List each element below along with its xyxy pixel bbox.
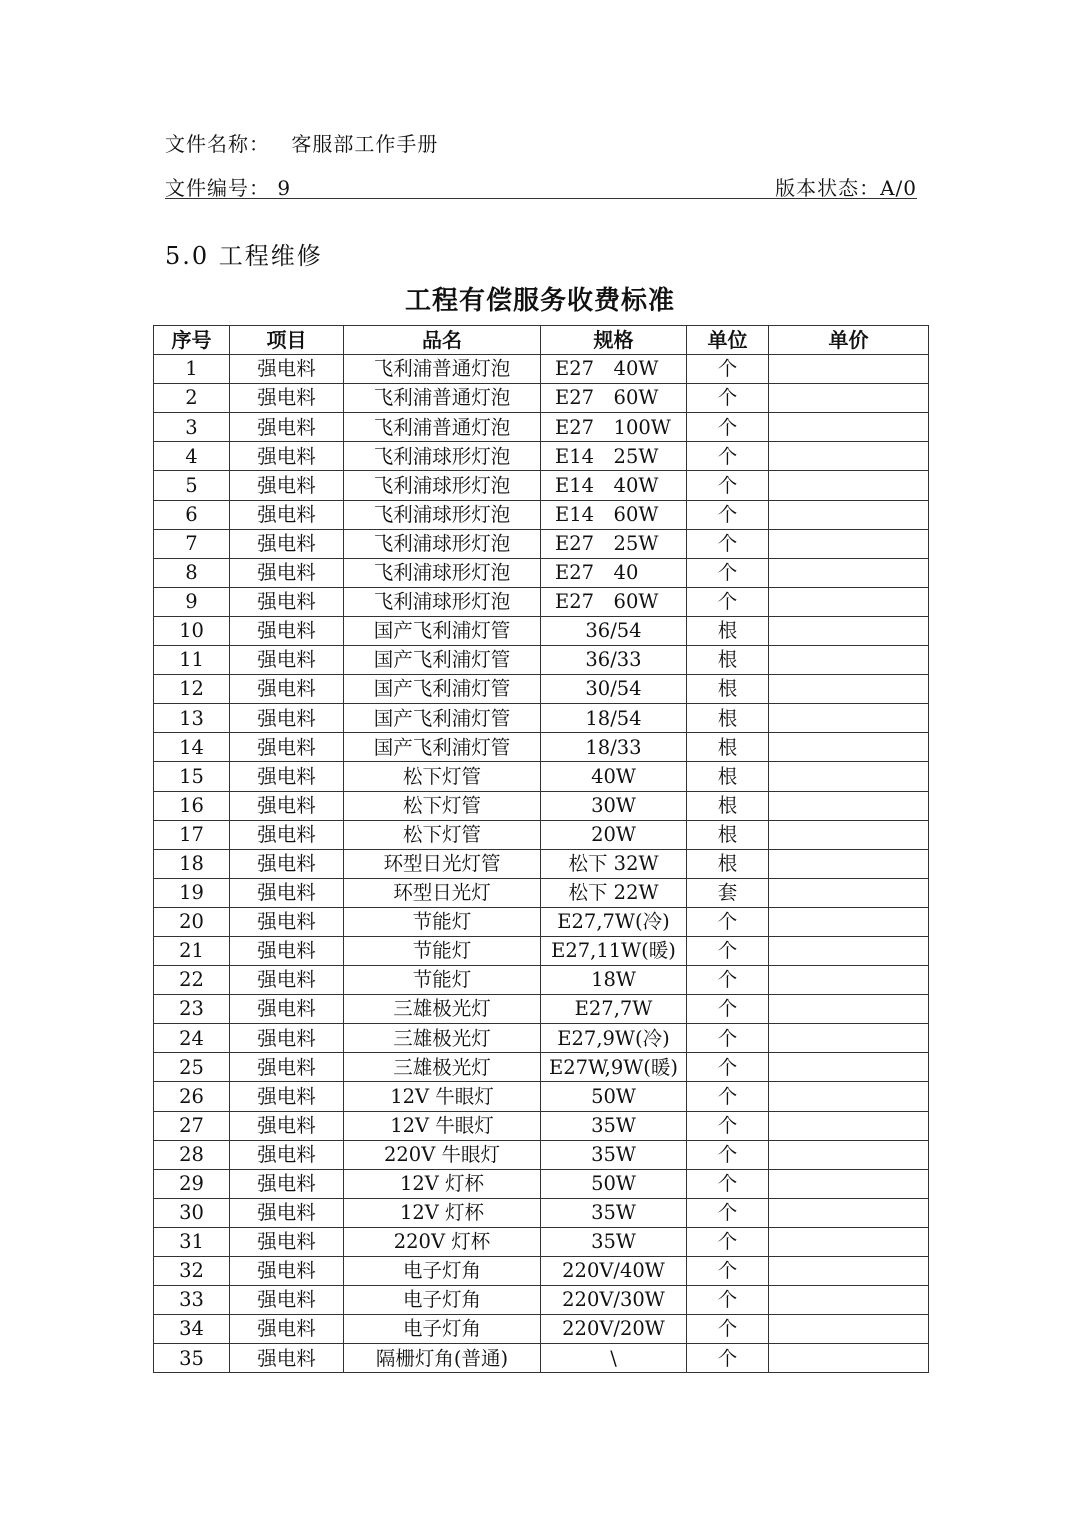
cell-unit: 根 xyxy=(687,849,769,878)
cell-name: 飞利浦普通灯泡 xyxy=(344,384,541,413)
cell-spec: E14 60W xyxy=(541,500,687,529)
cell-name: 环型日光灯管 xyxy=(344,849,541,878)
table-header-row xyxy=(154,326,929,355)
cell-unit: 个 xyxy=(687,355,769,384)
table-row xyxy=(154,355,929,384)
cell-item: 强电料 xyxy=(230,1198,344,1227)
cell-price xyxy=(769,1024,929,1053)
cell-unit: 根 xyxy=(687,616,769,645)
cell-spec: 18/54 xyxy=(541,704,687,733)
table-row xyxy=(154,558,929,587)
cell-price xyxy=(769,1227,929,1256)
cell-price xyxy=(769,413,929,442)
cell-item: 强电料 xyxy=(230,1169,344,1198)
cell-unit: 个 xyxy=(687,413,769,442)
file-name-label: 文件名称： xyxy=(165,132,270,156)
cell-unit: 个 xyxy=(687,529,769,558)
cell-unit: 个 xyxy=(687,587,769,616)
cell-no: 23 xyxy=(154,995,230,1024)
cell-price xyxy=(769,529,929,558)
cell-no: 6 xyxy=(154,500,230,529)
cell-spec: 35W xyxy=(541,1227,687,1256)
cell-unit: 根 xyxy=(687,646,769,675)
cell-item: 强电料 xyxy=(230,966,344,995)
cell-item: 强电料 xyxy=(230,587,344,616)
file-name-value: 客服部工作手册 xyxy=(291,132,439,156)
cell-name: 电子灯角 xyxy=(344,1257,541,1286)
fee-table xyxy=(153,325,929,1373)
cell-spec: 30/54 xyxy=(541,675,687,704)
table-row xyxy=(154,1344,929,1373)
cell-name: 飞利浦球形灯泡 xyxy=(344,500,541,529)
cell-price xyxy=(769,1315,929,1344)
table-row xyxy=(154,733,929,762)
cell-item: 强电料 xyxy=(230,471,344,500)
cell-name: 节能灯 xyxy=(344,907,541,936)
table-row xyxy=(154,704,929,733)
version-status: 版本状态：A/0 xyxy=(775,176,917,200)
cell-price xyxy=(769,936,929,965)
cell-no: 7 xyxy=(154,529,230,558)
cell-price xyxy=(769,704,929,733)
cell-price xyxy=(769,500,929,529)
cell-no: 35 xyxy=(154,1344,230,1373)
cell-spec: E27 60W xyxy=(541,384,687,413)
cell-item: 强电料 xyxy=(230,733,344,762)
table-row xyxy=(154,616,929,645)
cell-item: 强电料 xyxy=(230,820,344,849)
cell-name: 三雄极光灯 xyxy=(344,1024,541,1053)
table-row xyxy=(154,1286,929,1315)
cell-price xyxy=(769,355,929,384)
cell-name: 松下灯管 xyxy=(344,820,541,849)
cell-no: 33 xyxy=(154,1286,230,1315)
cell-name: 国产飞利浦灯管 xyxy=(344,704,541,733)
cell-no: 29 xyxy=(154,1169,230,1198)
cell-name: 国产飞利浦灯管 xyxy=(344,646,541,675)
cell-price xyxy=(769,442,929,471)
cell-price xyxy=(769,675,929,704)
cell-spec: 50W xyxy=(541,1082,687,1111)
table-row xyxy=(154,1169,929,1198)
cell-no: 28 xyxy=(154,1140,230,1169)
cell-unit: 个 xyxy=(687,1344,769,1373)
cell-price xyxy=(769,1053,929,1082)
table-row xyxy=(154,1082,929,1111)
header-unit: 单位 xyxy=(687,326,769,355)
cell-spec: E27 40W xyxy=(541,355,687,384)
cell-no: 22 xyxy=(154,966,230,995)
cell-name: 国产飞利浦灯管 xyxy=(344,616,541,645)
cell-name: 飞利浦球形灯泡 xyxy=(344,529,541,558)
cell-spec: 36/33 xyxy=(541,646,687,675)
cell-spec: 35W xyxy=(541,1140,687,1169)
cell-item: 强电料 xyxy=(230,907,344,936)
header-spec: 规格 xyxy=(541,326,687,355)
cell-item: 强电料 xyxy=(230,849,344,878)
cell-unit: 根 xyxy=(687,733,769,762)
cell-spec: 30W xyxy=(541,791,687,820)
table-row xyxy=(154,1315,929,1344)
cell-unit: 个 xyxy=(687,442,769,471)
cell-no: 34 xyxy=(154,1315,230,1344)
cell-price xyxy=(769,616,929,645)
cell-no: 30 xyxy=(154,1198,230,1227)
header-name: 品名 xyxy=(344,326,541,355)
cell-unit: 根 xyxy=(687,820,769,849)
cell-no: 5 xyxy=(154,471,230,500)
cell-no: 27 xyxy=(154,1111,230,1140)
cell-no: 3 xyxy=(154,413,230,442)
cell-price xyxy=(769,907,929,936)
cell-name: 飞利浦球形灯泡 xyxy=(344,471,541,500)
cell-unit: 个 xyxy=(687,966,769,995)
cell-unit: 个 xyxy=(687,1315,769,1344)
cell-spec: E27 60W xyxy=(541,587,687,616)
cell-price xyxy=(769,1344,929,1373)
cell-item: 强电料 xyxy=(230,529,344,558)
cell-price xyxy=(769,1111,929,1140)
cell-item: 强电料 xyxy=(230,442,344,471)
cell-unit: 个 xyxy=(687,1111,769,1140)
table-row xyxy=(154,762,929,791)
cell-no: 2 xyxy=(154,384,230,413)
cell-name: 隔栅灯角(普通) xyxy=(344,1344,541,1373)
cell-item: 强电料 xyxy=(230,1111,344,1140)
table-row xyxy=(154,442,929,471)
cell-name: 12V 牛眼灯 xyxy=(344,1111,541,1140)
cell-unit: 个 xyxy=(687,907,769,936)
table-row xyxy=(154,966,929,995)
cell-unit: 根 xyxy=(687,675,769,704)
cell-name: 飞利浦球形灯泡 xyxy=(344,558,541,587)
cell-spec: E14 25W xyxy=(541,442,687,471)
cell-spec: 50W xyxy=(541,1169,687,1198)
table-row xyxy=(154,500,929,529)
cell-name: 松下灯管 xyxy=(344,791,541,820)
cell-no: 16 xyxy=(154,791,230,820)
table-row xyxy=(154,1024,929,1053)
table-row xyxy=(154,995,929,1024)
cell-unit: 个 xyxy=(687,1082,769,1111)
cell-unit: 套 xyxy=(687,878,769,907)
cell-unit: 个 xyxy=(687,500,769,529)
table-row xyxy=(154,1140,929,1169)
cell-item: 强电料 xyxy=(230,791,344,820)
cell-item: 强电料 xyxy=(230,1024,344,1053)
table-row xyxy=(154,413,929,442)
cell-unit: 个 xyxy=(687,936,769,965)
cell-unit: 根 xyxy=(687,762,769,791)
cell-name: 飞利浦普通灯泡 xyxy=(344,413,541,442)
cell-spec: E27,11W(暖) xyxy=(541,936,687,965)
cell-no: 32 xyxy=(154,1257,230,1286)
cell-spec: 松下 22W xyxy=(541,878,687,907)
cell-name: 三雄极光灯 xyxy=(344,1053,541,1082)
cell-spec: \ xyxy=(541,1344,687,1373)
cell-name: 松下灯管 xyxy=(344,762,541,791)
table-row xyxy=(154,1227,929,1256)
cell-spec: E27,7W xyxy=(541,995,687,1024)
cell-price xyxy=(769,558,929,587)
cell-name: 12V 灯杯 xyxy=(344,1169,541,1198)
cell-unit: 根 xyxy=(687,704,769,733)
cell-no: 18 xyxy=(154,849,230,878)
table-row xyxy=(154,587,929,616)
cell-no: 21 xyxy=(154,936,230,965)
cell-item: 强电料 xyxy=(230,616,344,645)
cell-price xyxy=(769,878,929,907)
cell-item: 强电料 xyxy=(230,995,344,1024)
cell-item: 强电料 xyxy=(230,646,344,675)
cell-name: 电子灯角 xyxy=(344,1315,541,1344)
cell-no: 4 xyxy=(154,442,230,471)
table-row xyxy=(154,529,929,558)
cell-price xyxy=(769,1198,929,1227)
cell-item: 强电料 xyxy=(230,1344,344,1373)
cell-name: 飞利浦普通灯泡 xyxy=(344,355,541,384)
cell-spec: 35W xyxy=(541,1198,687,1227)
cell-no: 25 xyxy=(154,1053,230,1082)
cell-spec: 35W xyxy=(541,1111,687,1140)
cell-spec: E27 100W xyxy=(541,413,687,442)
cell-unit: 个 xyxy=(687,1227,769,1256)
cell-spec: 36/54 xyxy=(541,616,687,645)
cell-no: 20 xyxy=(154,907,230,936)
cell-name: 飞利浦球形灯泡 xyxy=(344,587,541,616)
cell-no: 12 xyxy=(154,675,230,704)
table-row xyxy=(154,1257,929,1286)
cell-item: 强电料 xyxy=(230,704,344,733)
cell-price xyxy=(769,733,929,762)
cell-item: 强电料 xyxy=(230,1140,344,1169)
cell-price xyxy=(769,471,929,500)
cell-spec: 18W xyxy=(541,966,687,995)
header-item: 项目 xyxy=(230,326,344,355)
cell-no: 11 xyxy=(154,646,230,675)
cell-no: 9 xyxy=(154,587,230,616)
cell-item: 强电料 xyxy=(230,384,344,413)
cell-item: 强电料 xyxy=(230,413,344,442)
file-number-line xyxy=(165,170,917,199)
cell-item: 强电料 xyxy=(230,878,344,907)
cell-name: 12V 灯杯 xyxy=(344,1198,541,1227)
section-heading: 5.0 工程维修 xyxy=(165,242,323,270)
cell-item: 强电料 xyxy=(230,1082,344,1111)
header-no: 序号 xyxy=(154,326,230,355)
file-number: 文件编号： 9 xyxy=(165,176,292,200)
cell-price xyxy=(769,1140,929,1169)
cell-no: 17 xyxy=(154,820,230,849)
table-row xyxy=(154,907,929,936)
cell-item: 强电料 xyxy=(230,1315,344,1344)
cell-spec: E27 25W xyxy=(541,529,687,558)
cell-unit: 个 xyxy=(687,384,769,413)
cell-name: 国产飞利浦灯管 xyxy=(344,675,541,704)
cell-spec: E27,9W(冷) xyxy=(541,1024,687,1053)
table-row xyxy=(154,1111,929,1140)
cell-no: 31 xyxy=(154,1227,230,1256)
cell-no: 13 xyxy=(154,704,230,733)
cell-price xyxy=(769,587,929,616)
cell-no: 26 xyxy=(154,1082,230,1111)
cell-unit: 根 xyxy=(687,791,769,820)
cell-no: 14 xyxy=(154,733,230,762)
cell-name: 220V 灯杯 xyxy=(344,1227,541,1256)
cell-item: 强电料 xyxy=(230,500,344,529)
cell-item: 强电料 xyxy=(230,1286,344,1315)
cell-spec: E27W,9W(暖) xyxy=(541,1053,687,1082)
table-row xyxy=(154,384,929,413)
cell-no: 15 xyxy=(154,762,230,791)
table-row xyxy=(154,791,929,820)
cell-spec: 220V/20W xyxy=(541,1315,687,1344)
table-row xyxy=(154,936,929,965)
cell-item: 强电料 xyxy=(230,1053,344,1082)
cell-unit: 个 xyxy=(687,471,769,500)
cell-price xyxy=(769,646,929,675)
cell-spec: 220V/40W xyxy=(541,1257,687,1286)
cell-no: 19 xyxy=(154,878,230,907)
cell-price xyxy=(769,995,929,1024)
cell-price xyxy=(769,1286,929,1315)
cell-item: 强电料 xyxy=(230,558,344,587)
cell-unit: 个 xyxy=(687,1286,769,1315)
cell-name: 国产飞利浦灯管 xyxy=(344,733,541,762)
table-row xyxy=(154,1198,929,1227)
cell-spec: E27,7W(冷) xyxy=(541,907,687,936)
cell-price xyxy=(769,762,929,791)
cell-name: 节能灯 xyxy=(344,966,541,995)
cell-no: 1 xyxy=(154,355,230,384)
cell-name: 飞利浦球形灯泡 xyxy=(344,442,541,471)
cell-name: 220V 牛眼灯 xyxy=(344,1140,541,1169)
table-row xyxy=(154,1053,929,1082)
cell-price xyxy=(769,966,929,995)
cell-item: 强电料 xyxy=(230,1257,344,1286)
table-row xyxy=(154,471,929,500)
cell-item: 强电料 xyxy=(230,762,344,791)
cell-unit: 个 xyxy=(687,1140,769,1169)
cell-spec: 18/33 xyxy=(541,733,687,762)
cell-item: 强电料 xyxy=(230,1227,344,1256)
cell-no: 8 xyxy=(154,558,230,587)
table-row xyxy=(154,878,929,907)
cell-price xyxy=(769,791,929,820)
cell-name: 电子灯角 xyxy=(344,1286,541,1315)
cell-price xyxy=(769,820,929,849)
cell-spec: E27 40 xyxy=(541,558,687,587)
cell-unit: 个 xyxy=(687,995,769,1024)
cell-no: 10 xyxy=(154,616,230,645)
cell-unit: 个 xyxy=(687,1053,769,1082)
table-row xyxy=(154,849,929,878)
cell-price xyxy=(769,849,929,878)
table-row xyxy=(154,646,929,675)
cell-unit: 个 xyxy=(687,1198,769,1227)
file-name-line xyxy=(165,128,438,157)
cell-unit: 个 xyxy=(687,1024,769,1053)
cell-price xyxy=(769,1082,929,1111)
cell-spec: 20W xyxy=(541,820,687,849)
cell-name: 三雄极光灯 xyxy=(344,995,541,1024)
cell-spec: E14 40W xyxy=(541,471,687,500)
cell-price xyxy=(769,1169,929,1198)
cell-name: 12V 牛眼灯 xyxy=(344,1082,541,1111)
cell-spec: 松下 32W xyxy=(541,849,687,878)
table-row xyxy=(154,675,929,704)
cell-name: 节能灯 xyxy=(344,936,541,965)
cell-unit: 个 xyxy=(687,1257,769,1286)
cell-spec: 220V/30W xyxy=(541,1286,687,1315)
cell-price xyxy=(769,384,929,413)
table-row xyxy=(154,820,929,849)
page-title: 工程有偿服务收费标准 xyxy=(404,286,675,316)
cell-item: 强电料 xyxy=(230,675,344,704)
cell-no: 24 xyxy=(154,1024,230,1053)
cell-item: 强电料 xyxy=(230,355,344,384)
cell-item: 强电料 xyxy=(230,936,344,965)
cell-spec: 40W xyxy=(541,762,687,791)
cell-unit: 个 xyxy=(687,558,769,587)
cell-price xyxy=(769,1257,929,1286)
header-price: 单价 xyxy=(769,326,929,355)
cell-unit: 个 xyxy=(687,1169,769,1198)
cell-name: 环型日光灯 xyxy=(344,878,541,907)
